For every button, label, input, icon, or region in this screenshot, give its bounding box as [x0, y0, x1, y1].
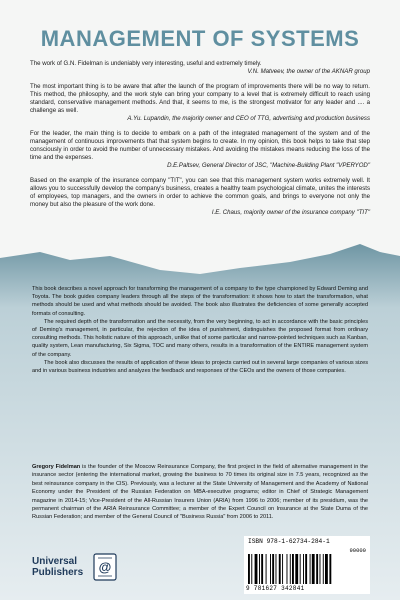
book-description: [32, 285, 368, 375]
quote-text: For the leader, the main thing is to decide to embark on a path of the integrated management of the system and of the management of continuous improvements that that system begins to create. In my opinion, this book helps to take that step consciously in order to avoid the number of unnecessary mistakes. And avoiding the mistakes means reducing the loss of the time and the expenses.: [30, 130, 370, 161]
price-code: 90000: [349, 547, 366, 554]
quote-author: I.E. Chaus, majority owner of the insurance company "TIT": [211, 209, 370, 216]
description-paragraph: The book also discusses the results of application of these ideas to projects carried out in several large companies of various sizes and in various business industries and analyzes the feedback and responses of the CEOs and the owners of those companies.: [32, 359, 368, 375]
publisher-logo: [32, 546, 142, 590]
quote-text: The work of G.N. Fidelman is undeniably very interesting, useful and extremely timely.: [30, 60, 262, 67]
author-bio-text: is the founder of the Moscow Reinsurance Company, the first project in the field of alternative management in the insurance sector (entering the international market, growing the business to 70 times its original size in 7.5 years, recognized as the best reinsurance company in the CIS). Previously, was a lecturer at the State University of Management and the Academy of National Economy under the President of the Russian Federation on MBA-executive programs; editor in Chief of Strategic Management magazine in 2014-15; Vice-President of the All-Russian Insurers Union (ARIA) from 1996 to 2006; member of its presidium, was the permanent chairman of the ARIA Reinsurance Committee; a member of the Expert Council on Insurance at the State Duma of the Russian Federation; and member of the General Council of "Business Russia" from 2006 to 2011.: [32, 464, 368, 521]
quote: [30, 130, 370, 170]
publisher-name-line1: Universal: [32, 556, 78, 567]
publisher-at-icon: [92, 552, 118, 582]
quote: [30, 83, 370, 123]
quote-author: D.E.Paltsev, General Director of JSC, "Machine-Building Plant "VPERYOD": [167, 162, 370, 169]
book-title: MANAGEMENT OF SYSTEMS: [40, 26, 360, 51]
quote: [30, 60, 370, 76]
quote: [30, 177, 370, 217]
barcode-number: 9 781627 342841: [246, 585, 305, 592]
quote-text: Based on the example of the insurance company "TIT", you can see that this management system works extremely well. It allows you to successfully develop the company's business, creates a healthy team psychological climate, unites the interests of employees, top managers, and the owners in order to achieve the common goals, and brings to everyone not only the money but also the pleasure of the work done.: [30, 177, 370, 208]
endorsement-quotes: [30, 60, 370, 224]
isbn-label: ISBN 978-1-62734-284-1: [248, 538, 330, 545]
quote-author: A.Yu. Lupandin, the majority owner and CEO of TTG, advertising and production business: [127, 115, 370, 122]
barcode-bars: [248, 554, 366, 584]
quote-author: V.N. Matveev, the owner of the AKNAR group: [247, 68, 370, 75]
author-bio: [32, 463, 368, 522]
isbn-barcode: [244, 536, 370, 594]
author-name: Gregory Fidelman: [32, 464, 81, 470]
quote-text: The most important thing is to be aware that after the launch of the program of improvements there will be no way to return. This method, the philosophy, and the work style can bring your company to a level that is extremely difficult to reach using standard, conservative management methods. And that, it seems to me, is the strongest motivator for any leader and .... a challenge as well.: [30, 83, 370, 114]
description-paragraph: This book describes a novel approach for transforming the management of a company to the type championed by Edward Deming and Toyota. The book guides company leaders through all the steps of the transformation: it shows how to start the transformation, what methods should be used and what methods should be avoided. The book also illustrates the deficiencies of some generally accepted formats of consulting.: [32, 286, 368, 317]
publisher-name-line2: Publishers: [32, 567, 84, 578]
description-paragraph: The required depth of the transformation and the necessity, from the very beginning, to act in accordance with the basic principles of Deming's management, in particular, the rejection of the idea of punishment, distinguishes the proposed format from ordinary consulting methods. This holistic nature of this approach, unlike that of some particular and narrow-pointed techniques such as Kanban, quality system, Lean manufacturing, Six Sigma, TOC and many others, results in a transformation of the ENTIRE management system of the company.: [32, 318, 368, 358]
svg-text:@: @: [98, 559, 112, 575]
